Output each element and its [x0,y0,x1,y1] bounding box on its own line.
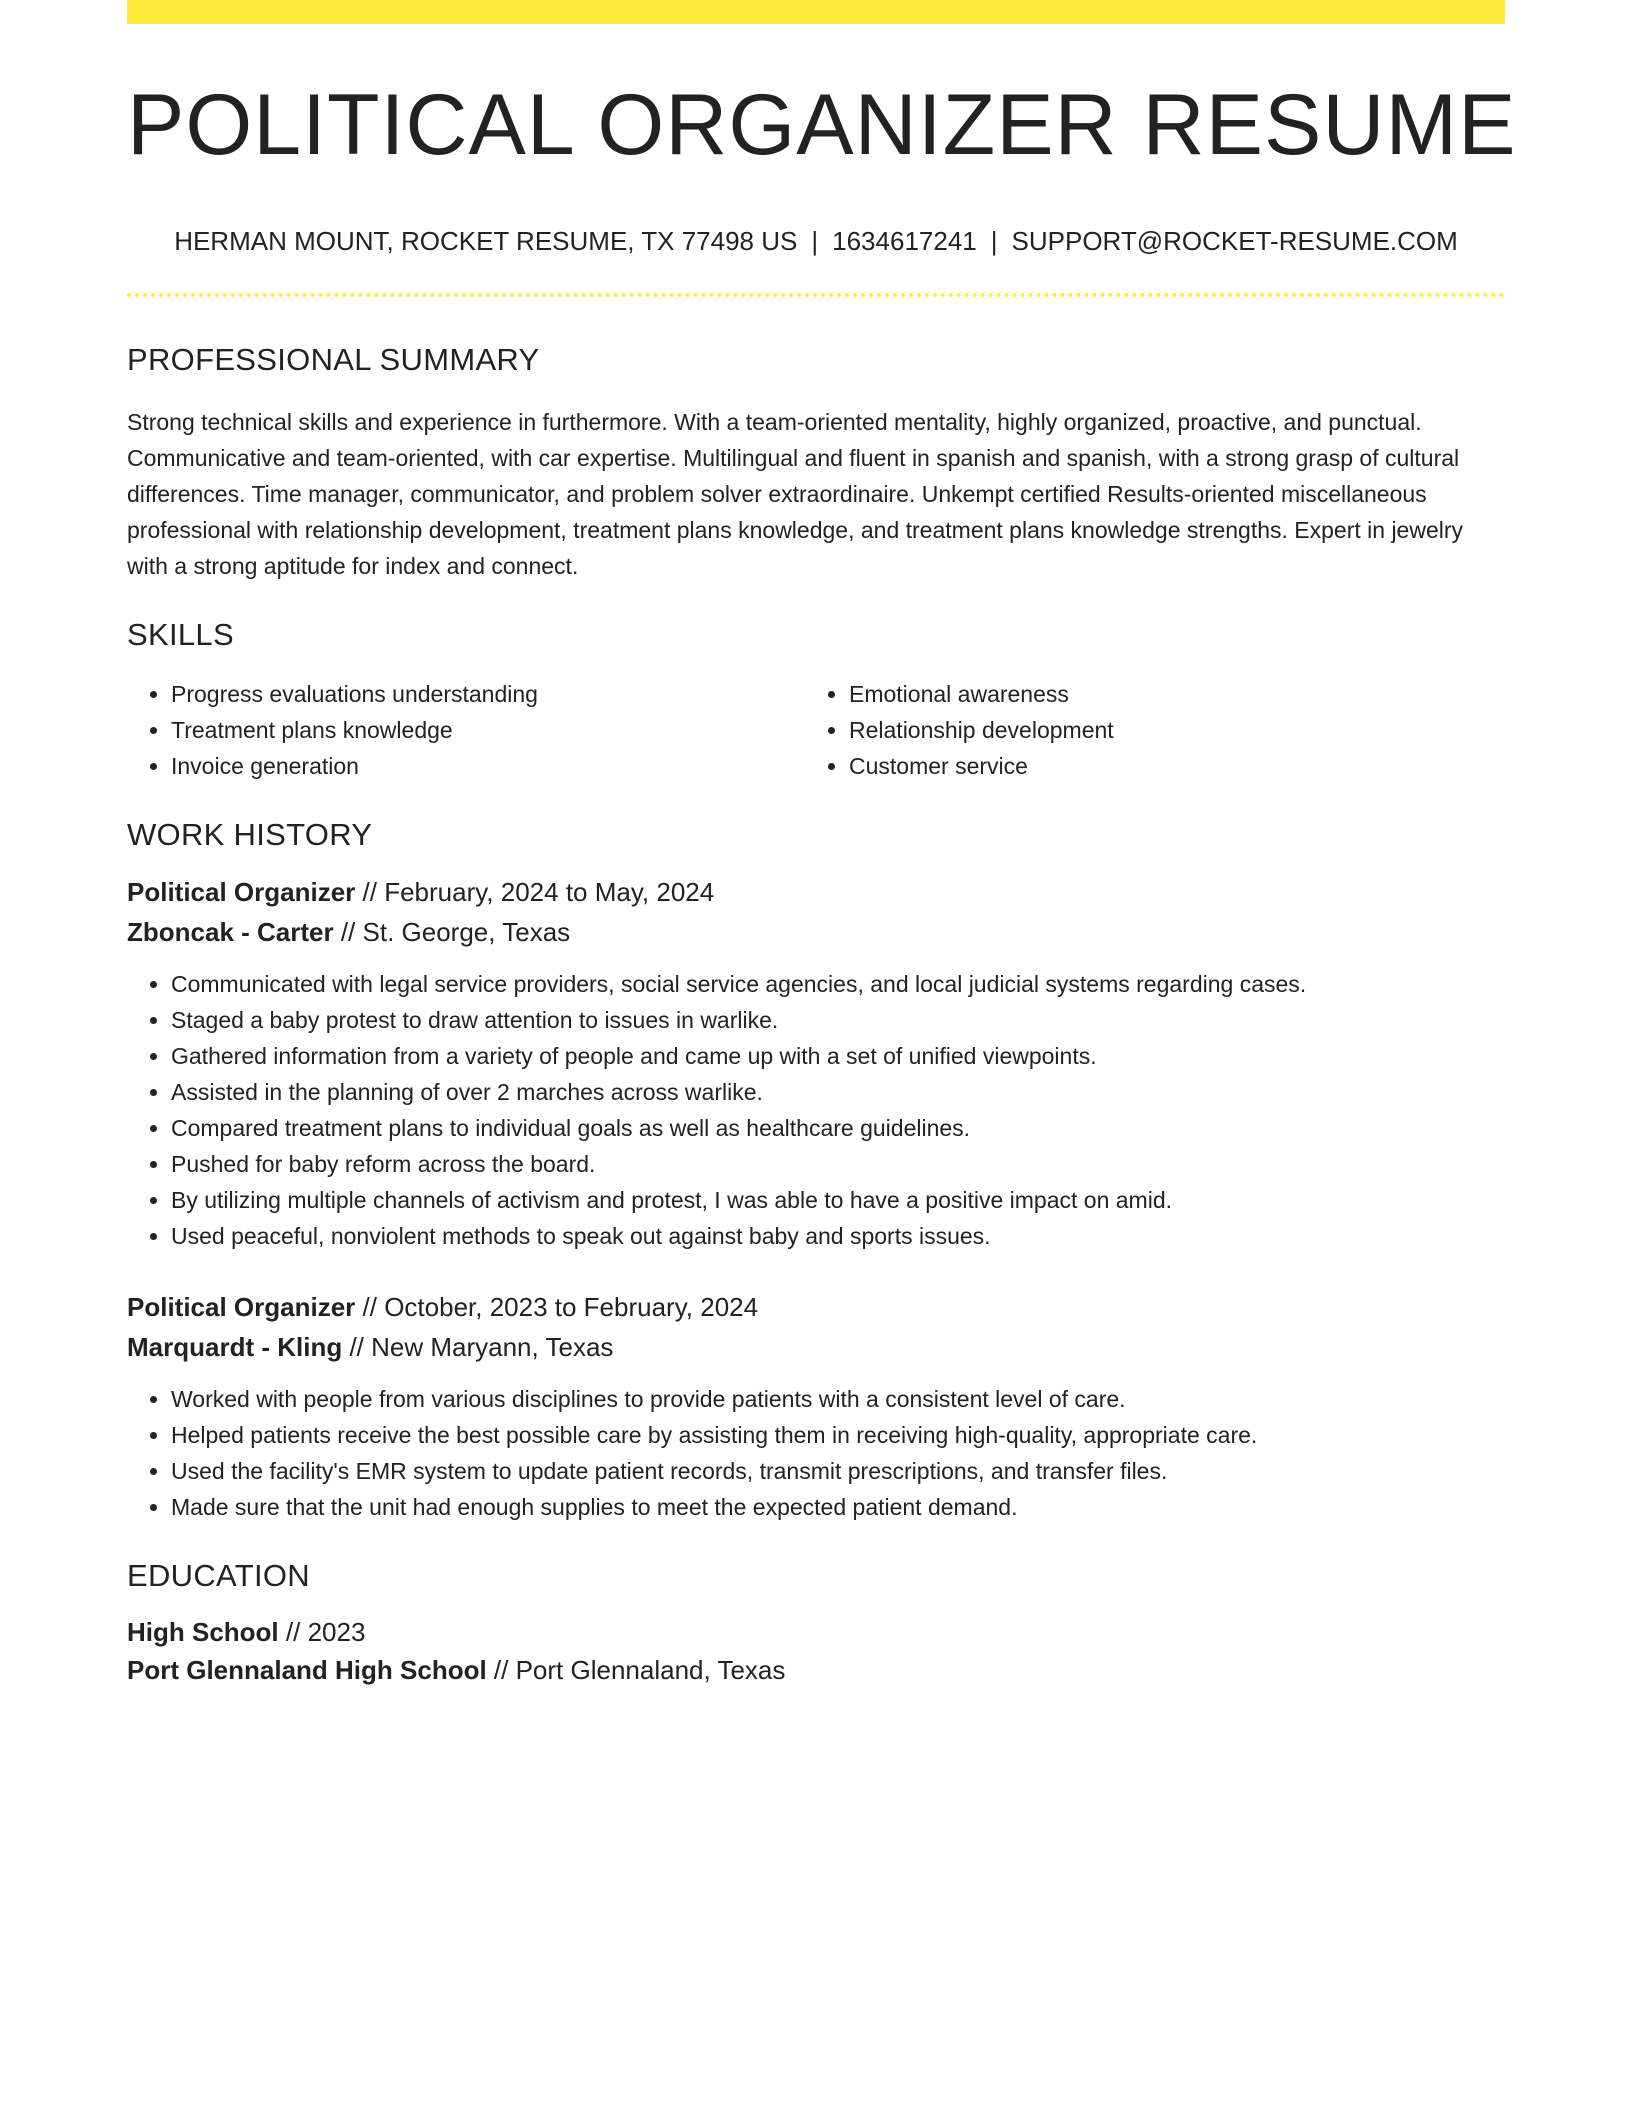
job-duty: • By utilizing multiple channels of activism and protest, I was able to have a positive impact on amid. [171,1182,1505,1218]
job-duty: • Staged a baby protest to draw attention to issues in warlike. [171,1002,1505,1038]
job-company: Zboncak - Carter [127,917,334,947]
education-school: Port Glennaland High School [127,1655,487,1685]
field-separator: // [278,1617,308,1647]
job-duty: • Worked with people from various disciplines to provide patients with a consistent level of care. [171,1381,1505,1417]
job-dates: February, 2024 to May, 2024 [384,877,715,907]
job-duty: • Assisted in the planning of over 2 marches across warlike. [171,1074,1505,1110]
resume-page [127,0,1517,1689]
field-separator: // [342,1332,372,1362]
resume-title: POLITICAL ORGANIZER RESUME [127,77,1517,173]
dotted-divider [127,293,1505,297]
job-duty: • Used peaceful, nonviolent methods to speak out against baby and sports issues. [171,1218,1505,1254]
job-company-line [127,1327,1505,1367]
job-location: St. George, Texas [362,917,571,947]
contact-separator: | [811,226,819,256]
work-history-heading: WORK HISTORY [127,817,373,852]
accent-bar [127,0,1505,24]
skills-list-left [127,676,805,784]
job-title: Political Organizer [127,1292,356,1322]
job-duty: • Compared treatment plans to individual goals as well as healthcare guidelines. [171,1110,1505,1146]
contact-separator: | [990,226,998,256]
field-separator: // [333,917,363,947]
summary-text: Strong technical skills and experience in furthermore. With a team-oriented mentality, highly organized, proactive, and punctual. Communicative and team-oriented, with car expertise. Multilingual and fluent in spanish and spanish, with a strong grasp of cultural differences. Time manager, communicator, and problem solver extraordinaire. Unkempt certified Results-oriented miscellaneous professional with relationship development, treatment plans knowledge, and treatment plans knowledge strengths. Expert in jewelry with a strong aptitude for index and connect. [127,409,1464,579]
contact-line [127,228,1505,254]
skill-item: • Progress evaluations understanding [171,676,805,712]
job-duties-list [127,966,1505,1254]
education-entry [127,1613,1505,1689]
job-duties-list [127,1381,1505,1525]
job-duty: • Made sure that the unit had enough supplies to meet the expected patient demand. [171,1489,1505,1525]
skill-item: • Invoice generation [171,748,805,784]
job-title-line [127,1287,1505,1327]
field-separator: // [355,877,385,907]
field-separator: // [355,1292,385,1322]
education-location: Port Glennaland, Texas [515,1655,786,1685]
education-year: 2023 [307,1617,366,1647]
job-dates: October, 2023 to February, 2024 [384,1292,759,1322]
job-entry [127,1287,1505,1525]
education-heading: EDUCATION [127,1558,310,1593]
education-degree: High School [127,1617,279,1647]
skill-item: • Relationship development [849,712,1505,748]
education-degree-line [127,1613,1505,1651]
job-entry [127,872,1505,1254]
job-duty: • Communicated with legal service providers, social service agencies, and local judicial systems regarding cases. [171,966,1505,1002]
job-title-line [127,872,1505,912]
contact-address: HERMAN MOUNT, ROCKET RESUME, TX 77498 US [174,226,798,256]
skills-grid [127,676,1505,784]
job-title: Political Organizer [127,877,356,907]
contact-phone: 1634617241 [832,226,977,256]
job-duty: • Pushed for baby reform across the board. [171,1146,1505,1182]
job-company-line [127,912,1505,952]
skill-item: • Customer service [849,748,1505,784]
job-duty: • Gathered information from a variety of people and came up with a set of unified viewpoints. [171,1038,1505,1074]
contact-email: SUPPORT@ROCKET-RESUME.COM [1011,226,1458,256]
field-separator: // [486,1655,516,1685]
summary-heading: PROFESSIONAL SUMMARY [127,342,540,377]
skill-item: • Emotional awareness [849,676,1505,712]
skills-list-right [805,676,1505,784]
job-location: New Maryann, Texas [371,1332,614,1362]
job-duty: • Helped patients receive the best possible care by assisting them in receiving high-quality, appropriate care. [171,1417,1505,1453]
education-school-line [127,1651,1505,1689]
skills-heading: SKILLS [127,617,234,652]
job-company: Marquardt - Kling [127,1332,343,1362]
job-duty: • Used the facility's EMR system to update patient records, transmit prescriptions, and transfer files. [171,1453,1505,1489]
skill-item: • Treatment plans knowledge [171,712,805,748]
